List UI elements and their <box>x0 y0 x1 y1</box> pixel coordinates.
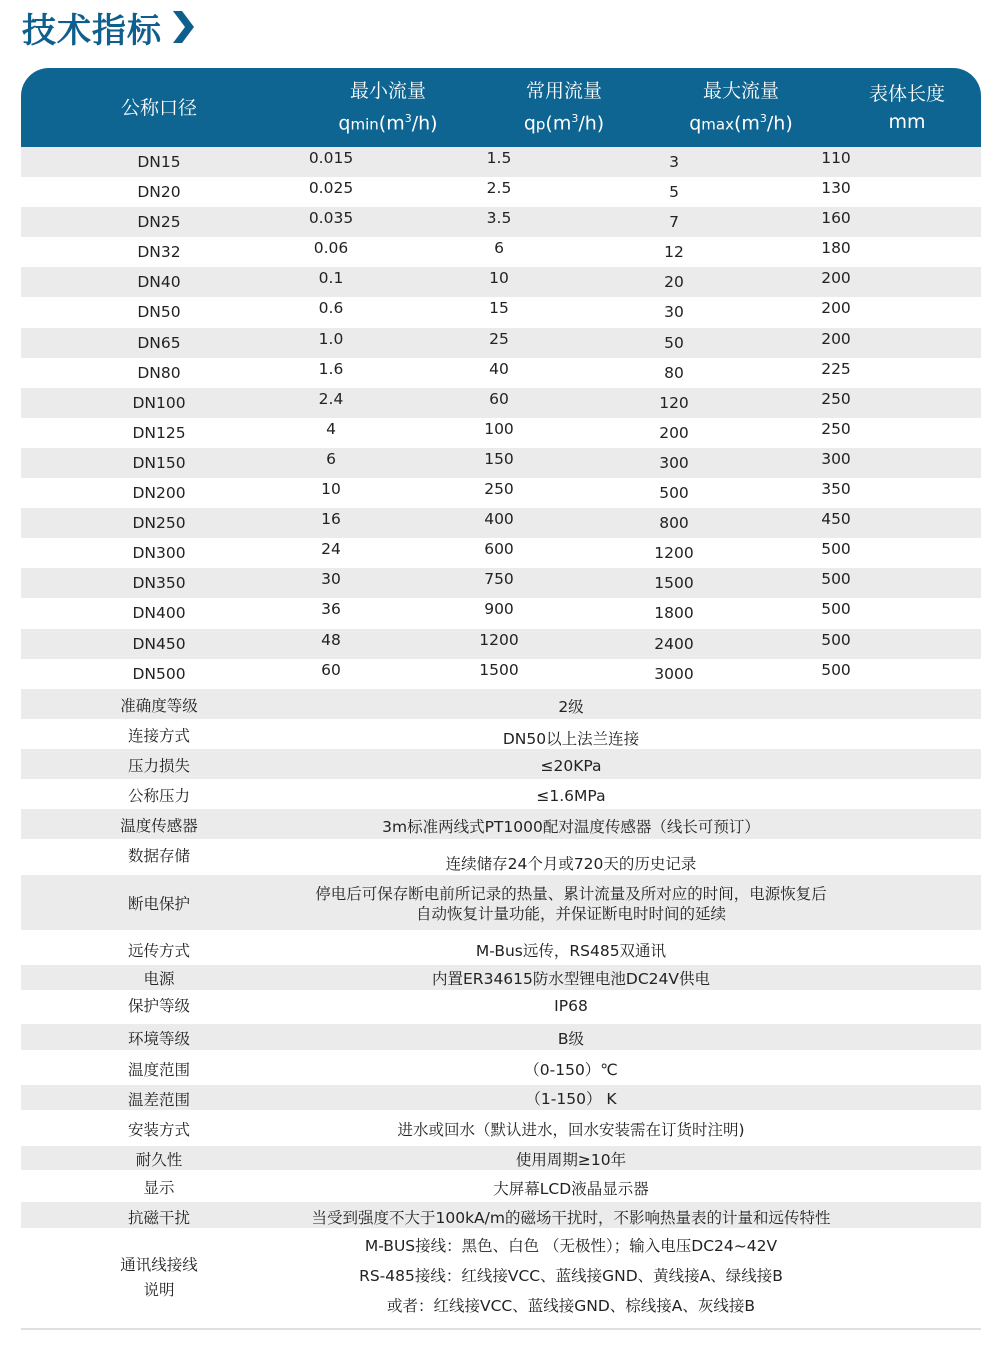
cell-qmax: 5 <box>669 183 679 202</box>
spec-rows <box>21 689 981 1328</box>
cell-dn: DN250 <box>132 514 186 533</box>
chevron-right-icon <box>170 9 196 45</box>
cell-qmax: 30 <box>664 303 684 322</box>
spec-value-line: M-BUS接线：黑色、白色 （无极性）；输入电压DC24~42V <box>364 1236 778 1255</box>
header-col2-label: 最小流量 <box>349 79 426 102</box>
spec-row <box>21 930 981 965</box>
spec-label: 温度范围 <box>127 1060 190 1079</box>
cell-qp: 15 <box>489 299 509 318</box>
spec-label: 连接方式 <box>127 726 190 745</box>
cell-length: 500 <box>821 660 851 679</box>
table-row <box>21 568 981 598</box>
spec-value-line: 停电后可保存断电前所记录的热量、累计流量及所对应的时间，电源恢复后 <box>315 884 827 903</box>
spec-label: 温度传感器 <box>120 816 198 835</box>
cell-qmin: 0.035 <box>308 209 354 228</box>
header-max-flow <box>649 77 833 138</box>
table-row <box>21 147 981 177</box>
header-col1-label: 公称口径 <box>120 96 197 119</box>
spec-value-line: 自动恢复计量功能，并保证断电时时间的延续 <box>415 904 726 923</box>
cell-dn: DN40 <box>137 273 181 292</box>
cell-dn: DN400 <box>132 604 186 623</box>
cell-qp: 100 <box>484 419 514 438</box>
spec-value-line: 或者：红线接VCC、蓝线接GND、棕线接A、灰线接B <box>386 1296 756 1315</box>
spec-value: 大屏幕LCD液晶显示器 <box>493 1179 649 1198</box>
table-row <box>21 508 981 538</box>
spec-row <box>21 990 981 1024</box>
cell-length: 450 <box>821 510 851 529</box>
table-row <box>21 328 981 358</box>
table-row <box>21 388 981 418</box>
cell-dn: DN300 <box>132 544 186 563</box>
header-col2-unit: $qmin(m^3/h)$ <box>338 111 438 135</box>
spec-label: 断电保护 <box>127 894 190 913</box>
spec-row <box>21 1202 981 1228</box>
cell-qmax: 500 <box>659 484 689 503</box>
spec-row <box>21 749 981 779</box>
cell-qmin: 0.6 <box>318 299 344 318</box>
header-nominal-diameter <box>21 94 297 122</box>
spec-table <box>21 68 981 1330</box>
cell-qp: 60 <box>489 389 509 408</box>
spec-value: DN50以上法兰连接 <box>502 729 640 748</box>
cell-qmax: 2400 <box>654 634 694 653</box>
spec-label: 公称压力 <box>127 786 190 805</box>
header-col5-unit: mm <box>888 110 926 133</box>
header-body-length <box>833 80 981 136</box>
table-row <box>21 538 981 568</box>
spec-row <box>21 839 981 875</box>
cell-dn: DN25 <box>137 213 181 232</box>
cell-length: 110 <box>821 149 851 167</box>
table-row <box>21 177 981 207</box>
cell-qp: 1200 <box>479 630 519 649</box>
header-common-flow <box>479 77 649 138</box>
cell-qp: 2.5 <box>486 179 512 198</box>
cell-qp: 150 <box>484 449 514 468</box>
cell-length: 160 <box>821 209 851 228</box>
spec-label: 数据存储 <box>127 846 190 865</box>
header-col4-label: 最大流量 <box>702 79 779 102</box>
spec-label: 远传方式 <box>127 941 190 960</box>
cell-length: 300 <box>821 449 851 468</box>
cell-qmax: 7 <box>669 213 679 232</box>
header-col3-unit: $qp(m^3/h)$ <box>523 111 605 135</box>
cell-length: 500 <box>821 540 851 559</box>
header-col5-label: 表体长度 <box>868 82 945 105</box>
cell-qmin: 0.025 <box>308 179 354 198</box>
cell-qmax: 12 <box>664 243 684 262</box>
spec-row <box>21 779 981 809</box>
spec-row <box>21 965 981 990</box>
cell-qmin: 30 <box>321 570 341 589</box>
table-row <box>21 297 981 327</box>
spec-row <box>21 1146 981 1170</box>
table-bottom-rule <box>21 1328 981 1330</box>
cell-qmin: 0.015 <box>308 149 354 167</box>
cell-qp: 1500 <box>479 660 519 679</box>
table-row <box>21 478 981 508</box>
cell-qmin: 48 <box>321 630 341 649</box>
cell-qmax: 3000 <box>654 664 694 683</box>
spec-label: 耐久性 <box>135 1150 183 1169</box>
spec-label: 温差范围 <box>127 1090 190 1109</box>
cell-dn: DN200 <box>132 484 186 503</box>
cell-dn: DN65 <box>137 333 181 352</box>
cell-qp: 40 <box>489 359 509 378</box>
spec-row <box>21 1228 981 1328</box>
cell-length: 200 <box>821 329 851 348</box>
cell-dn: DN450 <box>132 634 186 653</box>
cell-qmin: 1.0 <box>318 329 344 348</box>
spec-label: 安装方式 <box>127 1120 190 1139</box>
cell-dn: DN80 <box>137 363 181 382</box>
spec-label-line: 通讯线接线 <box>120 1255 198 1274</box>
cell-qp: 400 <box>484 510 514 529</box>
cell-qp: 250 <box>484 480 514 499</box>
spec-row <box>21 719 981 749</box>
header-min-flow <box>297 77 479 138</box>
table-row <box>21 358 981 388</box>
cell-dn: DN125 <box>132 423 186 442</box>
table-row <box>21 267 981 297</box>
page-title <box>22 4 196 50</box>
spec-label-line: 说明 <box>143 1280 175 1299</box>
cell-qp: 10 <box>489 269 509 288</box>
table-row <box>21 418 981 448</box>
cell-qmax: 3 <box>669 153 679 171</box>
spec-row <box>21 875 981 930</box>
cell-qmax: 200 <box>659 423 689 442</box>
data-rows <box>21 147 981 689</box>
spec-value: B级 <box>557 1029 585 1048</box>
cell-qmax: 1500 <box>654 574 694 593</box>
table-row <box>21 237 981 267</box>
cell-qmax: 80 <box>664 363 684 382</box>
spec-row <box>21 809 981 839</box>
cell-qmin: 4 <box>326 419 336 438</box>
spec-row <box>21 689 981 719</box>
spec-value-line: RS-485接线：红线接VCC、蓝线接GND、黄线接A、绿线接B <box>359 1266 783 1285</box>
spec-row <box>21 1050 981 1085</box>
spec-value: ≤1.6MPa <box>536 786 606 805</box>
cell-qmin: 2.4 <box>318 389 344 408</box>
spec-row <box>21 1170 981 1202</box>
cell-length: 500 <box>821 600 851 619</box>
header-col3-label: 常用流量 <box>525 79 602 102</box>
cell-dn: DN50 <box>137 303 181 322</box>
cell-dn: DN100 <box>132 393 186 412</box>
cell-dn: DN32 <box>137 243 181 262</box>
spec-value: ≤20KPa <box>540 756 602 775</box>
cell-qmin: 6 <box>326 449 336 468</box>
cell-qmax: 1800 <box>654 604 694 623</box>
cell-length: 500 <box>821 630 851 649</box>
cell-length: 180 <box>821 239 851 258</box>
cell-length: 350 <box>821 480 851 499</box>
header-col4-unit: $qmax(m^3/h)$ <box>689 111 793 135</box>
cell-qp: 750 <box>484 570 514 589</box>
cell-dn: DN500 <box>132 664 186 683</box>
cell-length: 250 <box>821 419 851 438</box>
cell-dn: DN20 <box>137 183 181 202</box>
cell-dn: DN15 <box>137 153 181 171</box>
cell-dn: DN350 <box>132 574 186 593</box>
cell-length: 200 <box>821 299 851 318</box>
cell-length: 500 <box>821 570 851 589</box>
spec-value: 当受到强度不大于100kA/m的磁场干扰时，不影响热量表的计量和远传特性 <box>311 1208 831 1227</box>
cell-qmax: 800 <box>659 514 689 533</box>
cell-qp: 6 <box>494 239 504 258</box>
cell-length: 250 <box>821 389 851 408</box>
spec-value: 2级 <box>558 697 584 716</box>
table-row <box>21 629 981 659</box>
cell-qmin: 16 <box>321 510 341 529</box>
spec-label: 环境等级 <box>127 1029 190 1048</box>
spec-value: 使用周期≥10年 <box>515 1150 627 1169</box>
table-row <box>21 598 981 628</box>
cell-qmax: 120 <box>659 393 689 412</box>
table-row <box>21 659 981 689</box>
spec-value: 连续储存24个月或720天的历史记录 <box>445 854 697 873</box>
cell-dn: DN150 <box>132 453 186 472</box>
cell-qmax: 300 <box>659 453 689 472</box>
cell-qmin: 0.06 <box>313 239 349 258</box>
spec-label: 抗磁干扰 <box>127 1208 190 1227</box>
cell-qmin: 1.6 <box>318 359 344 378</box>
spec-value: 3m标准两线式PT1000配对温度传感器（线长可预订） <box>382 817 760 836</box>
spec-row <box>21 1085 981 1110</box>
cell-qmin: 0.1 <box>318 269 344 288</box>
cell-length: 130 <box>821 179 851 198</box>
spec-row <box>21 1110 981 1146</box>
table-row <box>21 448 981 478</box>
spec-value: IP68 <box>554 996 588 1015</box>
spec-value: （1-150） K <box>525 1089 617 1108</box>
spec-label: 保护等级 <box>127 996 190 1015</box>
cell-qp: 900 <box>484 600 514 619</box>
spec-label: 压力损失 <box>127 756 190 775</box>
spec-label: 准确度等级 <box>120 696 198 715</box>
table-header <box>21 68 981 147</box>
spec-label: 显示 <box>143 1178 175 1197</box>
spec-row <box>21 1024 981 1050</box>
cell-qmin: 60 <box>321 660 341 679</box>
cell-qmax: 20 <box>664 273 684 292</box>
cell-qmax: 50 <box>664 333 684 352</box>
cell-qmax: 1200 <box>654 544 694 563</box>
cell-qp: 25 <box>489 329 509 348</box>
spec-value: （0-150）℃ <box>524 1060 618 1079</box>
page-title-text: 技术指标 <box>22 10 162 51</box>
cell-qp: 600 <box>484 540 514 559</box>
spec-label: 电源 <box>143 969 175 988</box>
cell-qmin: 24 <box>321 540 341 559</box>
cell-length: 225 <box>821 359 851 378</box>
cell-qp: 1.5 <box>486 149 512 167</box>
cell-qp: 3.5 <box>486 209 512 228</box>
spec-value: M-Bus远传，RS485双通讯 <box>475 941 667 960</box>
spec-value: 进水或回水（默认进水，回水安装需在订货时注明) <box>397 1120 745 1139</box>
cell-qmin: 36 <box>321 600 341 619</box>
table-row <box>21 207 981 237</box>
cell-length: 200 <box>821 269 851 288</box>
cell-qmin: 10 <box>321 480 341 499</box>
spec-value: 内置ER34615防水型锂电池DC24V供电 <box>432 969 710 988</box>
